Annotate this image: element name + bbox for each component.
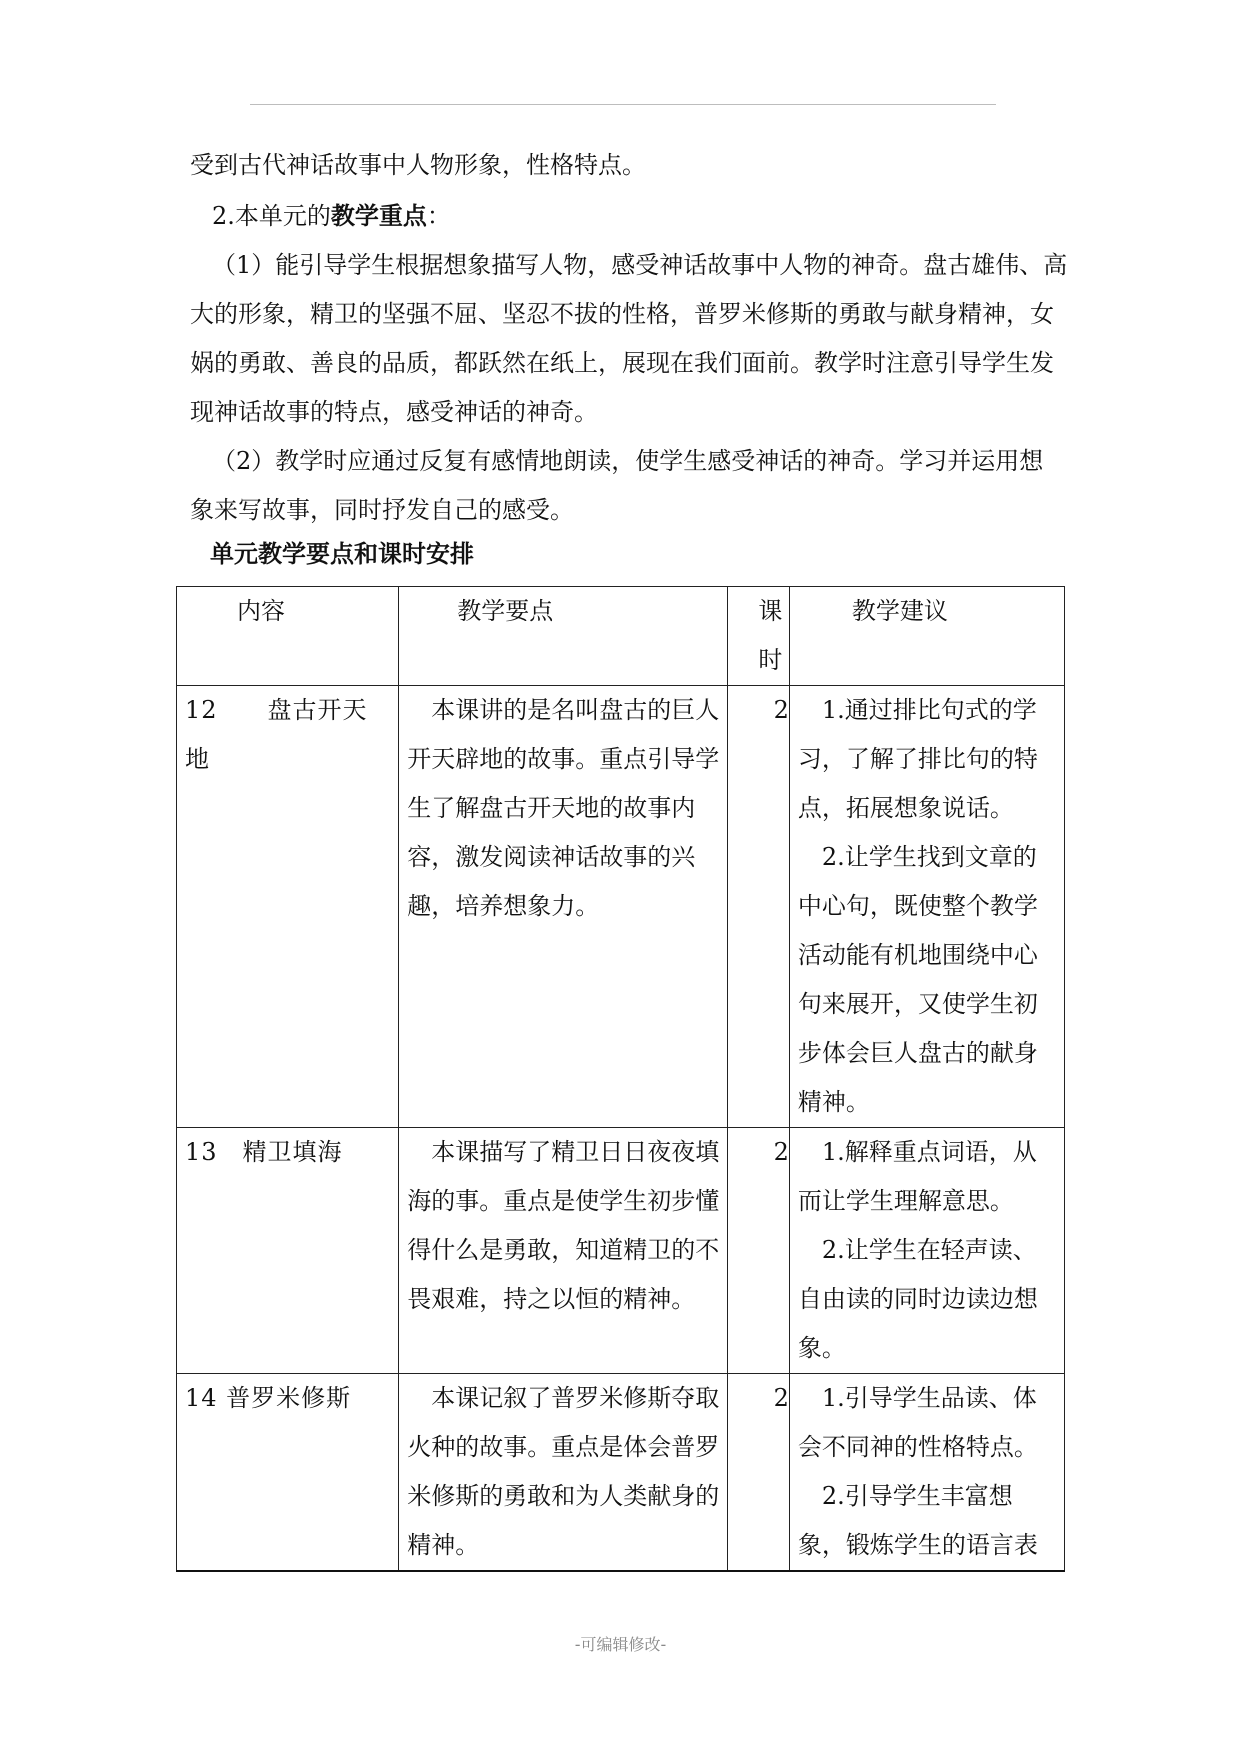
suggestion-1: 1.解释重点词语，从而让学生理解意思。	[797, 1138, 1037, 1215]
cell-hours: 2	[728, 1374, 790, 1572]
intro-tail-paragraph: 受到古代神话故事中人物形象，性格特点。	[190, 151, 646, 179]
table-title	[210, 534, 474, 569]
cell-points: 本课描写了精卫日日夜夜填海的事。重点是使学生初步懂得什么是勇敢，知道精卫的不畏艰难，持之以恒的精神。	[399, 1128, 728, 1374]
cell-suggestions	[789, 1128, 1064, 1374]
focus-point-2: （2）教学时应通过反复有感情地朗读，使学生感受神话的神奇。学习并运用想象来写故事，同时抒发自己的感受。	[190, 447, 1044, 524]
table-row	[177, 686, 1065, 1128]
focus-point-1: （1）能引导学生根据想象描写人物，感受神话故事中人物的神奇。盘古雄伟、高大的形象，精卫的坚强不屈、坚忍不拔的性格，普罗米修斯的勇敢与献身精神，女娲的勇敢、善良的品质，都跃然在纸上，展现在我们面前。教学时注意引导学生发现神话故事的特点，感受神话的神奇。	[190, 251, 1068, 426]
cell-suggestions	[789, 1374, 1064, 1572]
suggestion-1: 1.通过排比句式的学习，了解了排比句的特点，拓展想象说话。	[797, 696, 1038, 822]
suggestion-1: 1.引导学生品读、体会不同神的性格特点。	[797, 1384, 1038, 1461]
header-suggestions: 教学建议	[789, 587, 1064, 686]
suggestion-2: 2.让学生在轻声读、自由读的同时边读边想象。	[797, 1236, 1038, 1362]
table-row	[177, 1374, 1065, 1572]
cell-content: 13 精卫填海	[177, 1128, 399, 1374]
cell-hours: 2	[728, 686, 790, 1128]
page-footer: -可编辑修改-	[574, 1635, 667, 1654]
cell-content: 14 普罗米修斯	[177, 1374, 399, 1572]
header-rule	[250, 104, 996, 105]
suggestion-2: 2.让学生找到文章的中心句，既使整个教学活动能有机地围绕中心句来展开，又使学生初步体会巨人盘古的献身精神。	[797, 843, 1038, 1116]
header-hours: 课时	[728, 587, 790, 686]
focus-heading	[190, 191, 1070, 241]
cell-points: 本课记叙了普罗米修斯夺取火种的故事。重点是体会普罗米修斯的勇敢和为人类献身的精神。	[399, 1374, 728, 1572]
suggestion-2: 2.引导学生丰富想象，锻炼学生的语言表	[797, 1482, 1038, 1559]
table-row	[177, 1128, 1065, 1374]
table-title-text: 单元教学要点和课时安排	[210, 539, 474, 568]
focus-suffix: ：	[426, 202, 451, 230]
cell-content: 12 盘古开天地	[177, 686, 399, 1128]
header-points: 教学要点	[399, 587, 728, 686]
table-header-row	[177, 587, 1065, 686]
focus-bold: 教学重点	[330, 201, 427, 230]
cell-points: 本课讲的是名叫盘古的巨人开天辟地的故事。重点引导学生了解盘古开天地的故事内容，激发阅读神话故事的兴趣，培养想象力。	[399, 686, 728, 1128]
teaching-plan-table	[176, 586, 1065, 1572]
cell-hours: 2	[728, 1128, 790, 1374]
focus-prefix: 2.本单元的	[212, 202, 331, 230]
header-content: 内容	[177, 587, 399, 686]
cell-suggestions	[789, 686, 1064, 1128]
